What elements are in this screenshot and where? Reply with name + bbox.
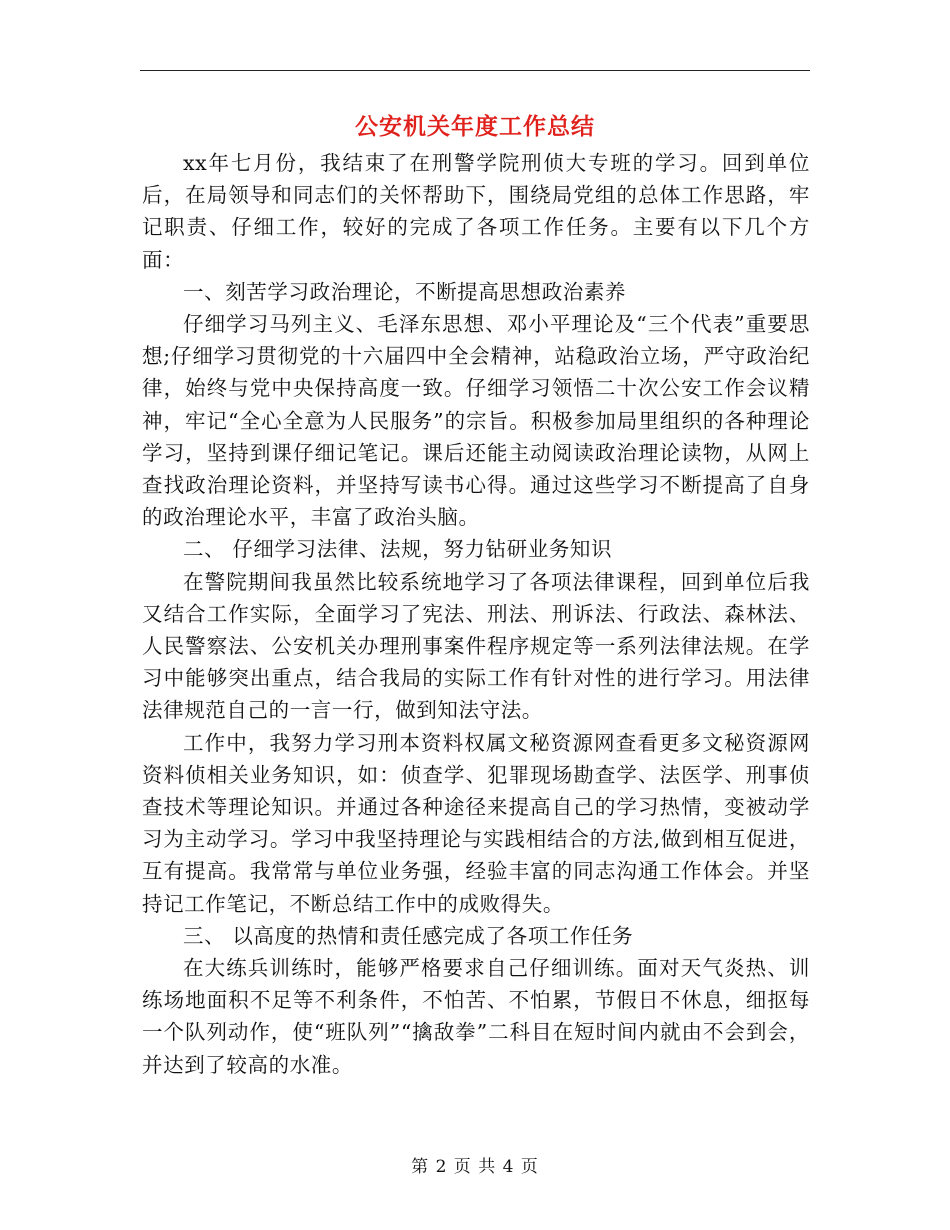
section-heading-3: 三、 以高度的热情和责任感完成了各项工作任务 bbox=[183, 923, 634, 948]
section-2-paragraph-2: 工作中，我努力学习刑本资料权属文秘资源网查看更多文秘资源网资料侦相关业务知识，如：侦查学、犯罪现场勘查学、法医学、刑事侦查技术等理论知识。并通过各种途径来提高自己的学习热情，变被动学习为主动学习。学习中我坚持理论与实践相结合的方法,做到相互促进，互有提高。我常常与单位业务强，经验丰富的同志沟通工作体会。并坚持记工作笔记，不断总结工作中的成败得失。 bbox=[142, 730, 810, 916]
section-2-paragraph-1: 在警院期间我虽然比较系统地学习了各项法律课程，回到单位后我又结合工作实际，全面学习了宪法、刑法、刑诉法、行政法、森林法、人民警察法、公安机关办理刑事案件程序规定等一系列法律法规。在学习中能够突出重点，结合我局的实际工作有针对性的进行学习。用法律法律规范自己的一言一行，做到知法守法。 bbox=[142, 569, 810, 723]
document-body bbox=[142, 147, 810, 1081]
page-number-footer: 第 2 页 共 4 页 bbox=[411, 1157, 539, 1177]
section-heading-2: 二、 仔细学习法律、法规，努力钻研业务知识 bbox=[183, 537, 613, 562]
header-rule bbox=[140, 70, 810, 71]
section-3-paragraph: 在大练兵训练时，能够严格要求自己仔细训练。面对天气炎热、训练场地面积不足等不利条件，不怕苦、不怕累，节假日不休息，细抠每一个队列动作，使“班队列”“擒敌拳”二科目在短时间内就由不会到会，并达到了较高的水准。 bbox=[142, 956, 810, 1077]
document-title: 公安机关年度工作总结 bbox=[355, 114, 595, 140]
section-heading-1: 一、刻苦学习政治理论，不断提高思想政治素养 bbox=[183, 279, 627, 304]
intro-paragraph: xx年七月份，我结束了在刑警学院刑侦大专班的学习。回到单位后，在局领导和同志们的关怀帮助下，围绕局党组的总体工作思路，牢记职责、仔细工作，较好的完成了各项工作任务。主要有以下几个方面： bbox=[142, 151, 810, 272]
section-1-paragraph: 仔细学习马列主义、毛泽东思想、邓小平理论及“三个代表”重要思想;仔细学习贯彻党的十六届四中全会精神，站稳政治立场，严守政治纪律，始终与党中央保持高度一致。仔细学习领悟二十次公安工作会议精神，牢记“全心全意为人民服务”的宗旨。积极参加局里组织的各种理论学习，坚持到课仔细记笔记。课后还能主动阅读政治理论读物，从网上查找政治理论资料，并坚持写读书心得。通过这些学习不断提高了自身的政治理论水平，丰富了政治头脑。 bbox=[142, 312, 810, 530]
